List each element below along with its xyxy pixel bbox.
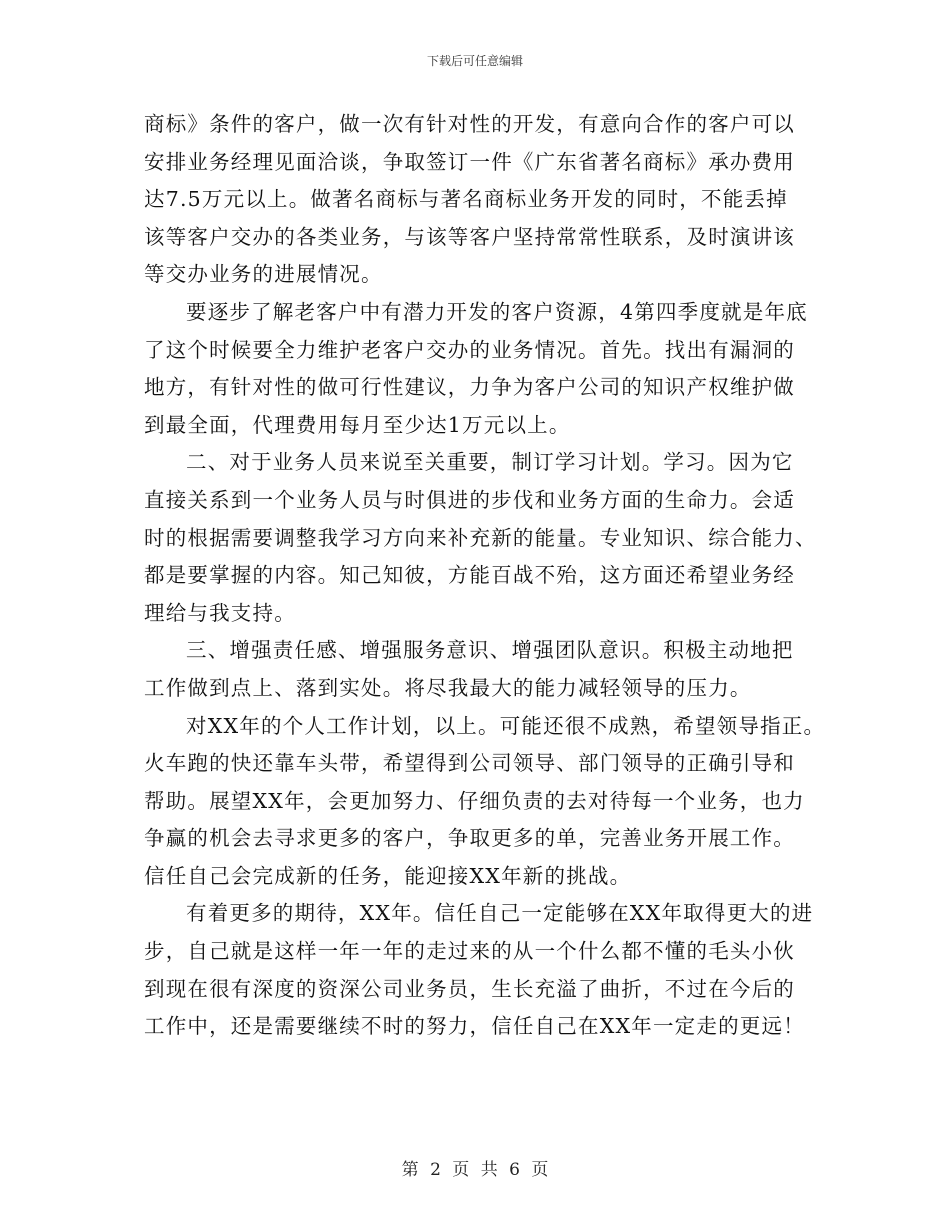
text-line: 安排业务经理见面洽谈，争取签订一件《广东省著名商标》承办费用 bbox=[144, 149, 795, 174]
text-line: 到现在很有深度的资深公司业务员，生长充溢了曲折，不过在今后的 bbox=[144, 976, 795, 1001]
text-line: 时的根据需要调整我学习方向来补充新的能量。专业知识、综合能力、 bbox=[144, 525, 817, 550]
paragraph-first-line: 有着更多的期待，XX年。信任自己一定能够在XX年取得更大的进 bbox=[186, 901, 814, 926]
text-line: 达7.5万元以上。做著名商标与著名商标业务开发的同时，不能丢掉 bbox=[144, 187, 788, 212]
page-header: 下载后可任意编辑 bbox=[426, 54, 523, 68]
text-line: 工作中，还是需要继续不时的努力，信任自己在XX年一定走的更远！ bbox=[144, 1014, 805, 1039]
text-line: 帮助。展望XX年，会更加努力、仔细负责的去对待每一个业务，也力 bbox=[144, 788, 805, 813]
text-line: 都是要掌握的内容。知己知彼，方能百战不殆，这方面还希望业务经 bbox=[144, 563, 795, 588]
text-line: 直接关系到一个业务人员与时俱进的步伐和业务方面的生命力。会适 bbox=[144, 487, 795, 512]
text-line: 步，自己就是这样一年一年的走过来的从一个什么都不懂的毛头小伙 bbox=[144, 939, 795, 964]
text-line: 工作做到点上、落到实处。将尽我最大的能力减轻领导的压力。 bbox=[144, 675, 752, 700]
page-number: 第 2 页 共 6 页 bbox=[401, 1160, 549, 1180]
text-line: 争赢的机会去寻求更多的客户，争取更多的单，完善业务开展工作。 bbox=[144, 826, 795, 851]
paragraph-first-line: 三、增强责任感、增强服务意识、增强团队意识。积极主动地把 bbox=[186, 638, 794, 663]
text-line: 地方，有针对性的做可行性建议，力争为客户公司的知识产权维护做 bbox=[144, 375, 795, 400]
text-line: 商标》条件的客户，做一次有针对性的开发，有意向合作的客户可以 bbox=[144, 112, 795, 136]
text-line: 火车跑的快还靠车头带，希望得到公司领导、部门领导的正确引导和 bbox=[144, 751, 795, 776]
paragraph-first-line: 二、对于业务人员来说至关重要，制订学习计划。学习。因为它 bbox=[186, 450, 794, 475]
text-line: 该等客户交办的各类业务，与该等客户坚持常常性联系，及时演讲该 bbox=[144, 224, 795, 249]
text-line: 等交办业务的进展情况。 bbox=[144, 262, 383, 287]
document-body bbox=[144, 106, 824, 1046]
paragraph-first-line: 要逐步了解老客户中有潜力开发的客户资源，4第四季度就是年底 bbox=[186, 299, 808, 324]
text-line: 信任自己会完成新的任务，能迎接XX年新的挑战。 bbox=[144, 863, 632, 888]
text-line: 到最全面，代理费用每月至少达1万元以上。 bbox=[144, 412, 571, 437]
text-line: 理给与我支持。 bbox=[144, 600, 296, 625]
text-line: 了这个时候要全力维护老客户交办的业务情况。首先。找出有漏洞的 bbox=[144, 337, 795, 362]
paragraph-first-line: 对XX年的个人工作计划，以上。可能还很不成熟，希望领导指正。 bbox=[186, 713, 826, 738]
